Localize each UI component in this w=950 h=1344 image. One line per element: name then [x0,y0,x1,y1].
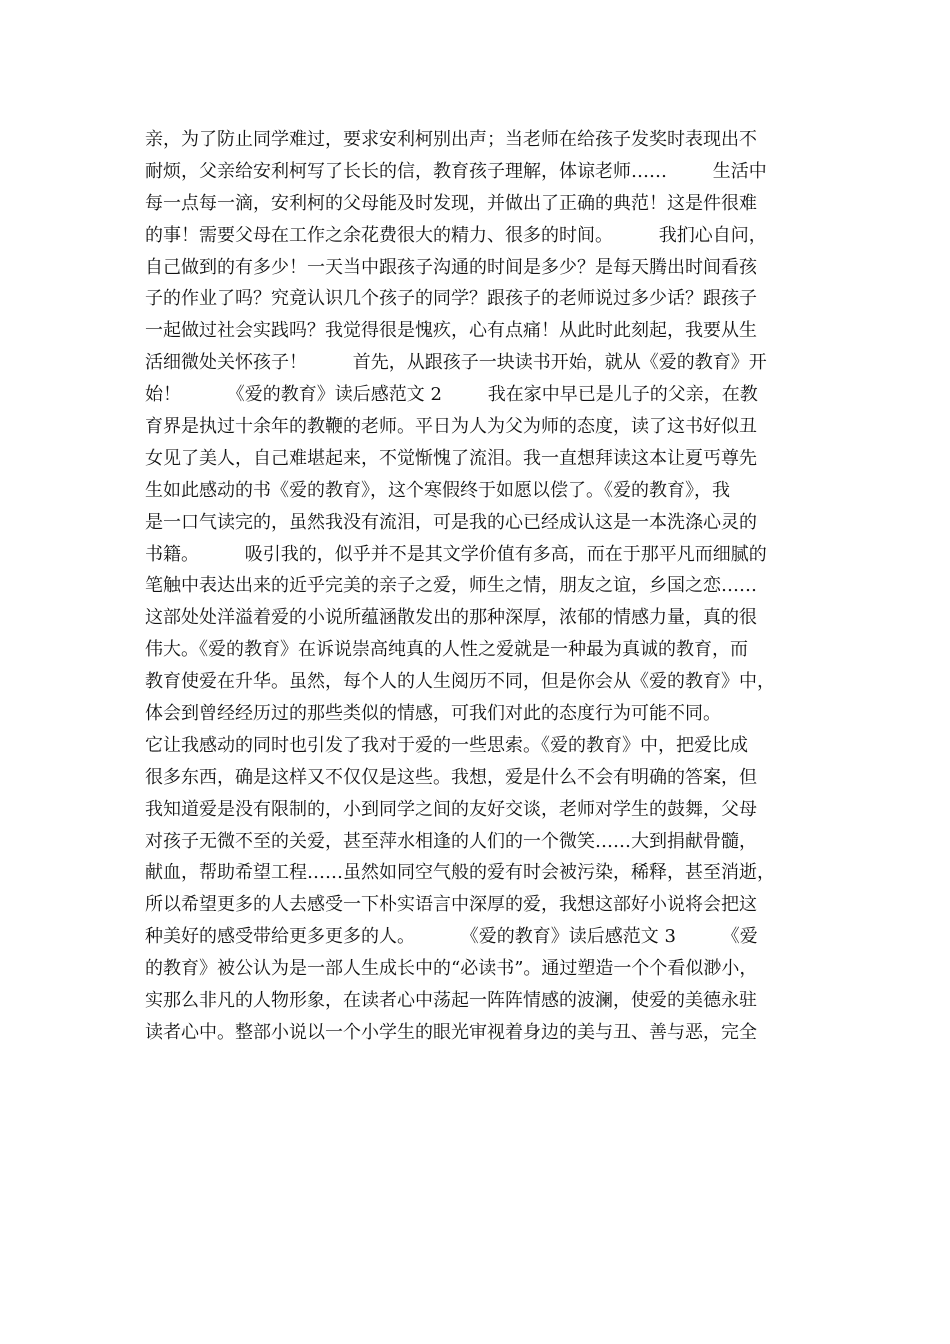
text-line: 的事！需要父母在工作之余花费很大的精力、很多的时间。 我扪心自问， [145,224,767,246]
text-line: 子的作业了吗？究竟认识几个孩子的同学？跟孩子的老师说过多少话？跟孩子 [145,288,757,310]
text-line: 女见了美人，自己难堪起来，不觉惭愧了流泪。我一直想拜读这本让夏丐尊先 [145,447,757,469]
text-line: 活细微处关怀孩子！ 首先，从跟孩子一块读书开始，就从《爱的教育》开 [145,352,767,374]
text-line: 的教育》被公认为是一部人生成长中的“必读书”。通过塑造一个个看似渺小， [145,958,758,980]
text-line: 所以希望更多的人去感受一下朴实语言中深厚的爱，我想这部好小说将会把这 [145,894,757,916]
text-line: 伟大。《爱的教育》在诉说崇高纯真的人性之爱就是一种最为真诚的教育，而 [145,639,748,661]
text-line: 它让我感动的同时也引发了我对于爱的一些思索。《爱的教育》中，把爱比成 [145,734,748,756]
text-line: 耐烦，父亲给安利柯写了长长的信，教育孩子理解，体谅老师…… 生活中 [145,160,767,182]
text-line: 生如此感动的书《爱的教育》，这个寒假终于如愿以偿了。《爱的教育》，我 [145,479,730,501]
text-line: 每一点每一滴，安利柯的父母能及时发现，并做出了正确的典范！这是件很难 [145,192,757,214]
text-line: 体会到曾经经历过的那些类似的情感，可我们对此的态度行为可能不同。 [145,703,721,725]
text-line: 书籍。 吸引我的，似乎并不是其文学价值有多高，而在于那平凡而细腻的 [145,543,767,565]
text-line: 是一口气读完的，虽然我没有流泪，可是我的心已经成认这是一本洗涤心灵的 [145,511,757,533]
text-line: 种美好的感受带给更多更多的人。 《爱的教育》读后感范文 3 《爱 [145,926,758,948]
text-line: 亲，为了防止同学难过，要求安利柯别出声；当老师在给孩子发奖时表现出不 [145,129,757,150]
text-line: 很多东西，确是这样又不仅仅是这些。我想，爱是什么不会有明确的答案，但 [145,766,757,788]
text-line: 始！ 《爱的教育》读后感范文 2 我在家中早已是儿子的父亲，在教 [145,384,758,406]
text-line: 我知道爱是没有限制的，小到同学之间的友好交谈，老师对学生的鼓舞，父母 [145,798,757,820]
text-line: 教育使爱在升华。虽然，每个人的人生阅历不同，但是你会从《爱的教育》中， [145,671,775,693]
text-line: 实那么非凡的人物形象，在读者心中荡起一阵阵情感的波澜，使爱的美德永驻 [145,990,757,1012]
text-line: 笔触中表达出来的近乎完美的亲子之爱，师生之情，朋友之谊，乡国之恋…… [145,575,757,597]
text-line: 一起做过社会实践吗？我觉得很是愧疚，心有点痛！从此时此刻起，我要从生 [145,320,757,342]
text-line: 对孩子无微不至的关爱，甚至萍水相逢的人们的一个微笑……大到捐献骨髓， [145,830,757,852]
text-line: 这部处处洋溢着爱的小说所蕴涵散发出的那种深厚，浓郁的情感力量，真的很 [145,607,757,629]
text-line: 读者心中。整部小说以一个小学生的眼光审视着身边的美与丑、善与恶，完全 [145,1021,757,1043]
text-line: 育界是执过十余年的教鞭的老师。平日为人为父为师的态度，读了这书好似丑 [145,416,757,438]
text-line: 献血，帮助希望工程……虽然如同空气般的爱有时会被污染，稀释，甚至消逝， [145,862,775,884]
body-text [145,124,815,1049]
text-line: 自己做到的有多少！一天当中跟孩子沟通的时间是多少？是每天腾出时间看孩 [145,256,757,278]
